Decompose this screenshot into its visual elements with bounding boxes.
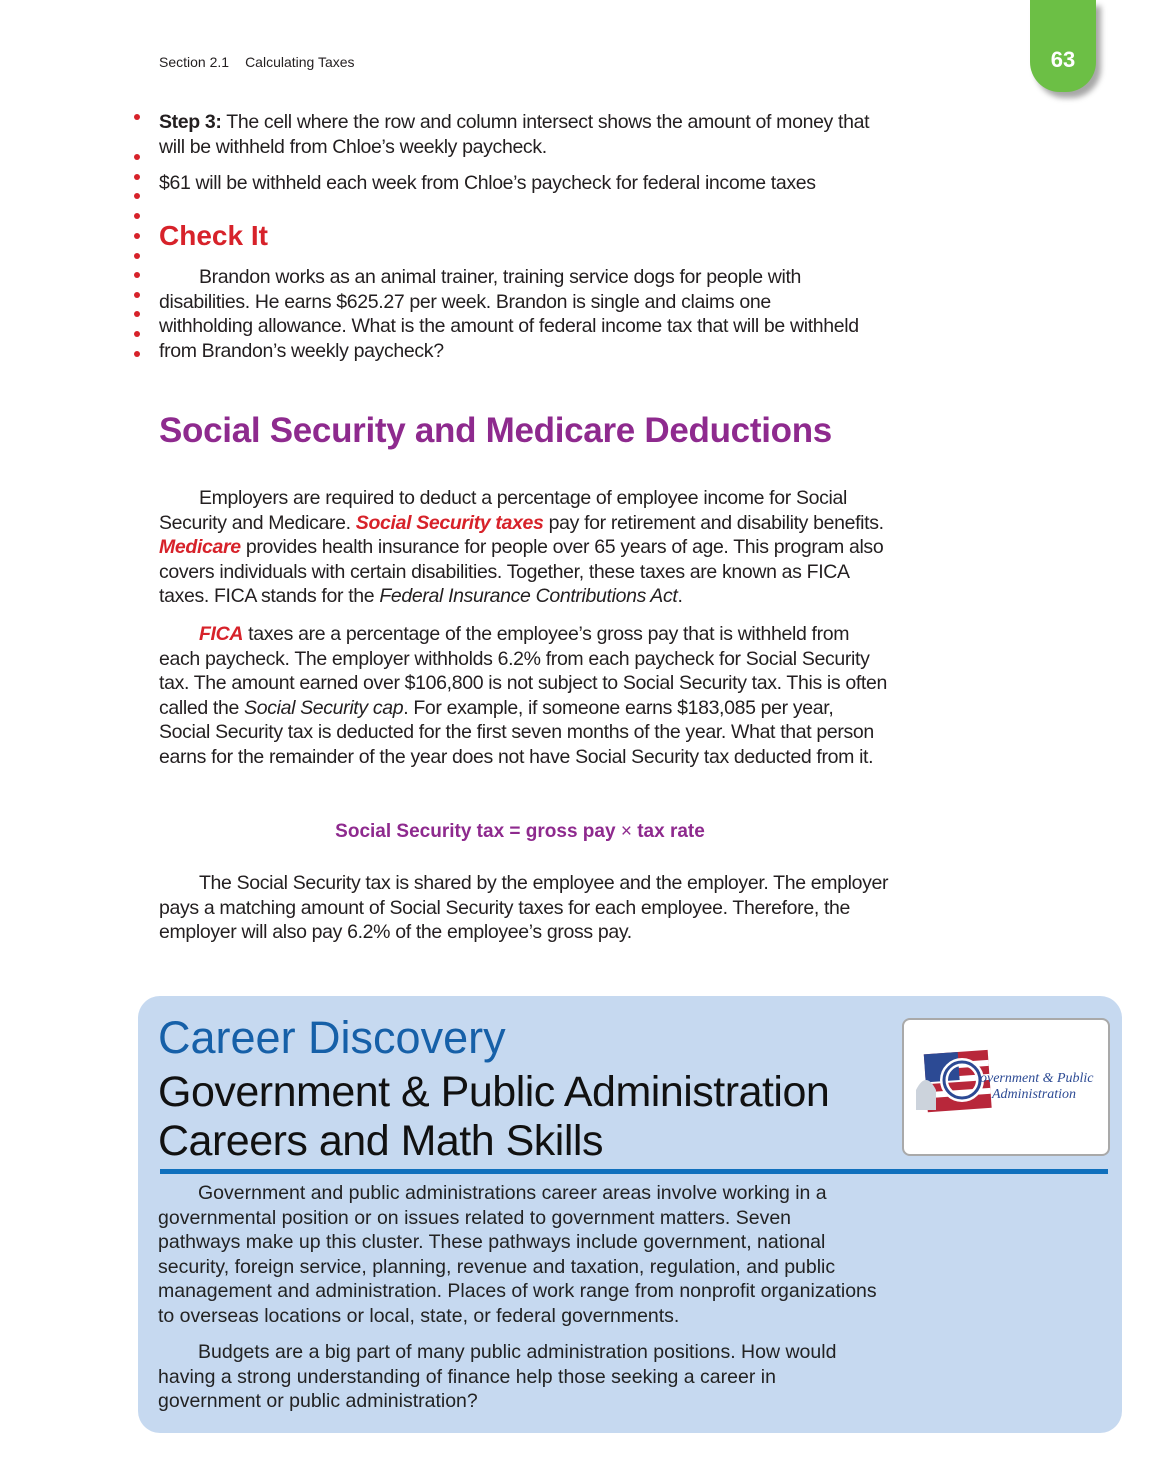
paragraph-fica [159, 622, 889, 769]
running-header [159, 54, 355, 70]
government-logo-icon [904, 1020, 1108, 1154]
subtitle-line: Government & Public Administration [158, 1068, 830, 1116]
text: provides health insurance for people over 65 years of age. This program also covers individuals with certain disabilities. Together, these taxes are known as FICA taxes. FICA stands for the [159, 536, 884, 607]
step-text: The cell where the row and column intersect shows the amount of money that will be withheld from Chloe’s weekly paycheck. [159, 111, 870, 158]
career-discovery-box [138, 996, 1122, 1433]
margin-dot [134, 213, 140, 219]
page-number-tab [1030, 0, 1096, 92]
subtitle-line: Careers and Math Skills [158, 1117, 603, 1165]
career-subtitle [158, 1068, 829, 1166]
section-title: Calculating Taxes [245, 54, 355, 70]
formula-right: tax rate [631, 821, 705, 842]
margin-dot [134, 272, 140, 278]
page-number: 63 [1050, 47, 1076, 72]
check-it-text: Brandon works as an animal trainer, training service dogs for people with disabilities. He earns $625.27 per week. Brandon is single and claims one withholding allowance. What is the amount of federal income tax that will be withheld from Brandon’s weekly paycheck? [159, 266, 859, 362]
act-name: Federal Insurance Contributions Act [379, 585, 678, 607]
check-it-heading: Check It [159, 220, 268, 251]
formula-left: Social Security tax = gross pay [335, 821, 621, 842]
term-fica: FICA [199, 623, 244, 645]
text: . For example, if someone earns $183,085 per year, Social Security tax is deducted for the first seven months of the year. What that person earns for the remainder of the year does not have Social Security tax deducted from it. [159, 696, 874, 768]
ss-cap: Social Security cap [244, 696, 404, 719]
divider [160, 1169, 1108, 1174]
margin-dot [134, 233, 140, 239]
paragraph-ss-medicare [159, 486, 889, 609]
career-body [158, 1181, 878, 1414]
margin-dot [134, 193, 140, 199]
text: pay for retirement and disability benefits. [543, 511, 884, 534]
margin-dot [134, 351, 140, 357]
step-3-paragraph [159, 110, 889, 159]
term-medicare: Medicare [159, 536, 241, 558]
result-line: $61 will be withheld each week from Chloe’s paycheck for federal income taxes [159, 172, 816, 194]
text: Employers are required to deduct a percentage of employee income for Social Security and Medicare. [159, 487, 847, 534]
section-number: Section 2.1 [159, 54, 230, 70]
margin-dot [134, 174, 140, 180]
margin-dot [134, 331, 140, 337]
formula [0, 821, 1040, 843]
term-social-security-taxes: Social Security taxes [355, 511, 544, 534]
margin-dot [134, 253, 140, 259]
career-paragraph-1: Government and public administrations career areas involve working in a governmental position or on issues related to government matters. Seven pathways make up this cluster. These pathways include government, national security, foreign service, planning, revenue and taxation, regulation, and public management and administration. Places of work range from nonprofit organizations to overseas locations or local, state, or federal governments. [158, 1182, 877, 1327]
step-label: Step 3: [159, 111, 222, 133]
margin-dot [134, 311, 140, 317]
margin-dot [134, 154, 140, 160]
svg-text:Administration: Administration [992, 1087, 1077, 1102]
times-sign: × [620, 821, 632, 842]
section-heading: Social Security and Medicare Deductions [159, 411, 832, 450]
margin-dot [134, 114, 140, 120]
svg-text:overnment & Public: overnment & Public [980, 1071, 1094, 1086]
career-cluster-logo [902, 1018, 1110, 1156]
text: taxes are a percentage of the employee’s gross pay that is withheld from each paycheck. The employer withholds 6.2% from each paycheck for Social Security tax. The amount earned over $106,800 is not subject to Social Security tax. This is often called the [159, 623, 887, 719]
career-title: Career Discovery [158, 1012, 506, 1063]
margin-dot [134, 292, 140, 298]
paragraph-shared-tax: The Social Security tax is shared by the employee and the employer. The employer pays a matching amount of Social Security taxes for each employee. Therefore, the employer will also pay 6.2% of the employee’s gross pay. [159, 872, 889, 943]
career-paragraph-2: Budgets are a big part of many public administration positions. How would having a strong understanding of finance help those seeking a career in government or public administration? [158, 1341, 837, 1412]
text: . [677, 585, 683, 607]
